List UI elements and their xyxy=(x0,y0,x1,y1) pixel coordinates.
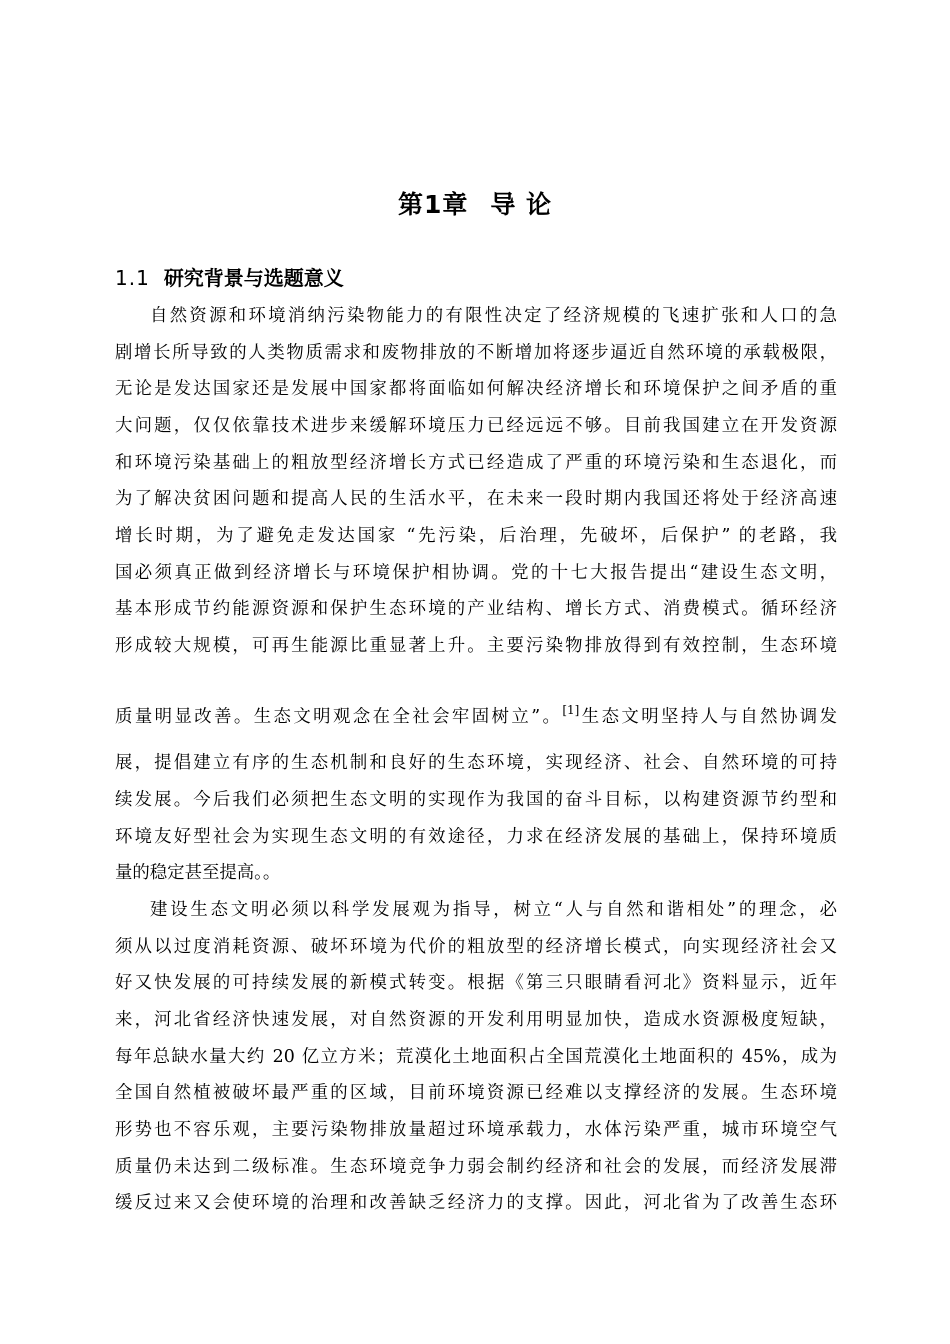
paragraph-line: 续发展。今后我们必须把生态文明的实现作为我国的奋斗目标，以构建资源节约型和 xyxy=(115,790,837,810)
section-heading xyxy=(115,263,344,293)
paragraph-line: 来，河北省经济快速发展，对自然资源的开发利用明显加快，造成水资源极度短缺， xyxy=(115,1010,837,1030)
paragraph-line: 每年总缺水量大约 20 亿立方米；荒漠化土地面积占全国荒漠化土地面积的 45%，成为 xyxy=(115,1047,837,1067)
paragraph-line: 质量仍未达到二级标准。生态环境竞争力弱会制约经济和社会的发展，而经济发展滞 xyxy=(115,1157,837,1177)
paragraph-line: 建设生态文明必须以科学发展观为指导，树立“人与自然和谐相处”的理念，必 xyxy=(150,900,837,920)
section-title: 研究背景与选题意义 xyxy=(163,266,344,290)
paragraph-line: 和环境污染基础上的粗放型经济增长方式已经造成了严重的环境污染和生态退化，而 xyxy=(115,453,837,473)
paragraph-line: 剧增长所导致的人类物质需求和废物排放的不断增加将逐步逼近自然环境的承载极限， xyxy=(115,343,837,363)
paragraph-line: 全国自然植被破坏最严重的区域，目前环境资源已经难以支撑经济的发展。生态环境 xyxy=(115,1083,837,1103)
section-number: 1.1 xyxy=(115,266,150,290)
paragraph-line: 环境友好型社会为实现生态文明的有效途径，力求在经济发展的基础上，保持环境质 xyxy=(115,827,837,847)
chapter-title xyxy=(0,187,950,223)
paragraph-line: 自然资源和环境消纳污染物能力的有限性决定了经济规模的飞速扩张和人口的急 xyxy=(150,306,837,326)
chapter-number: 第1章 xyxy=(397,190,469,219)
paragraph-line: 形成较大规模，可再生能源比重显著上升。主要污染物排放得到有效控制，生态环境 xyxy=(115,636,837,656)
paragraph-line: 形势也不容乐观，主要污染物排放量超过环境承载力，水体污染严重，城市环境空气 xyxy=(115,1120,837,1140)
paragraph-line: 须从以过度消耗资源、破坏环境为代价的粗放型的经济增长模式，向实现经济社会又 xyxy=(115,937,837,957)
text-before-citation: 质量明显改善。生态文明观念在全社会牢固树立”。 xyxy=(115,707,563,727)
paragraph-line: 增长时期，为了避免走发达国家 “先污染，后治理，先破坏，后保护” 的老路，我 xyxy=(115,526,837,546)
paragraph-line: 基本形成节约能源资源和保护生态环境的产业结构、增长方式、消费模式。循环经济 xyxy=(115,599,837,619)
paragraph-line: 大问题，仅仅依靠技术进步来缓解环境压力已经远远不够。目前我国建立在开发资源 xyxy=(115,416,837,436)
paragraph-line: 国必须真正做到经济增长与环境保护相协调。党的十七大报告提出“建设生态文明， xyxy=(115,563,837,583)
text-after-citation: 生态文明坚持人与自然协调发 xyxy=(579,707,837,727)
paragraph-line: 好又快发展的可持续发展的新模式转变。根据《第三只眼睛看河北》资料显示，近年 xyxy=(115,973,837,993)
paragraph-line: 展，提倡建立有序的生态机制和良好的生态环境，实现经济、社会、自然环境的可持 xyxy=(115,753,837,773)
paragraph-line: 量的稳定甚至提高。。 xyxy=(115,863,281,883)
paragraph-line: 无论是发达国家还是发展中国家都将面临如何解决经济增长和环境保护之间矛盾的重 xyxy=(115,379,837,399)
paragraph-line: 缓反过来又会使环境的治理和改善缺乏经济力的支撑。因此，河北省为了改善生态环 xyxy=(115,1193,837,1213)
chapter-subtitle: 导 论 xyxy=(490,190,553,219)
paragraph-line-with-citation xyxy=(115,702,837,732)
paragraph-line: 为了解决贫困问题和提高人民的生活水平，在未来一段时期内我国还将处于经济高速 xyxy=(115,489,837,509)
citation-reference: [1] xyxy=(562,703,580,717)
